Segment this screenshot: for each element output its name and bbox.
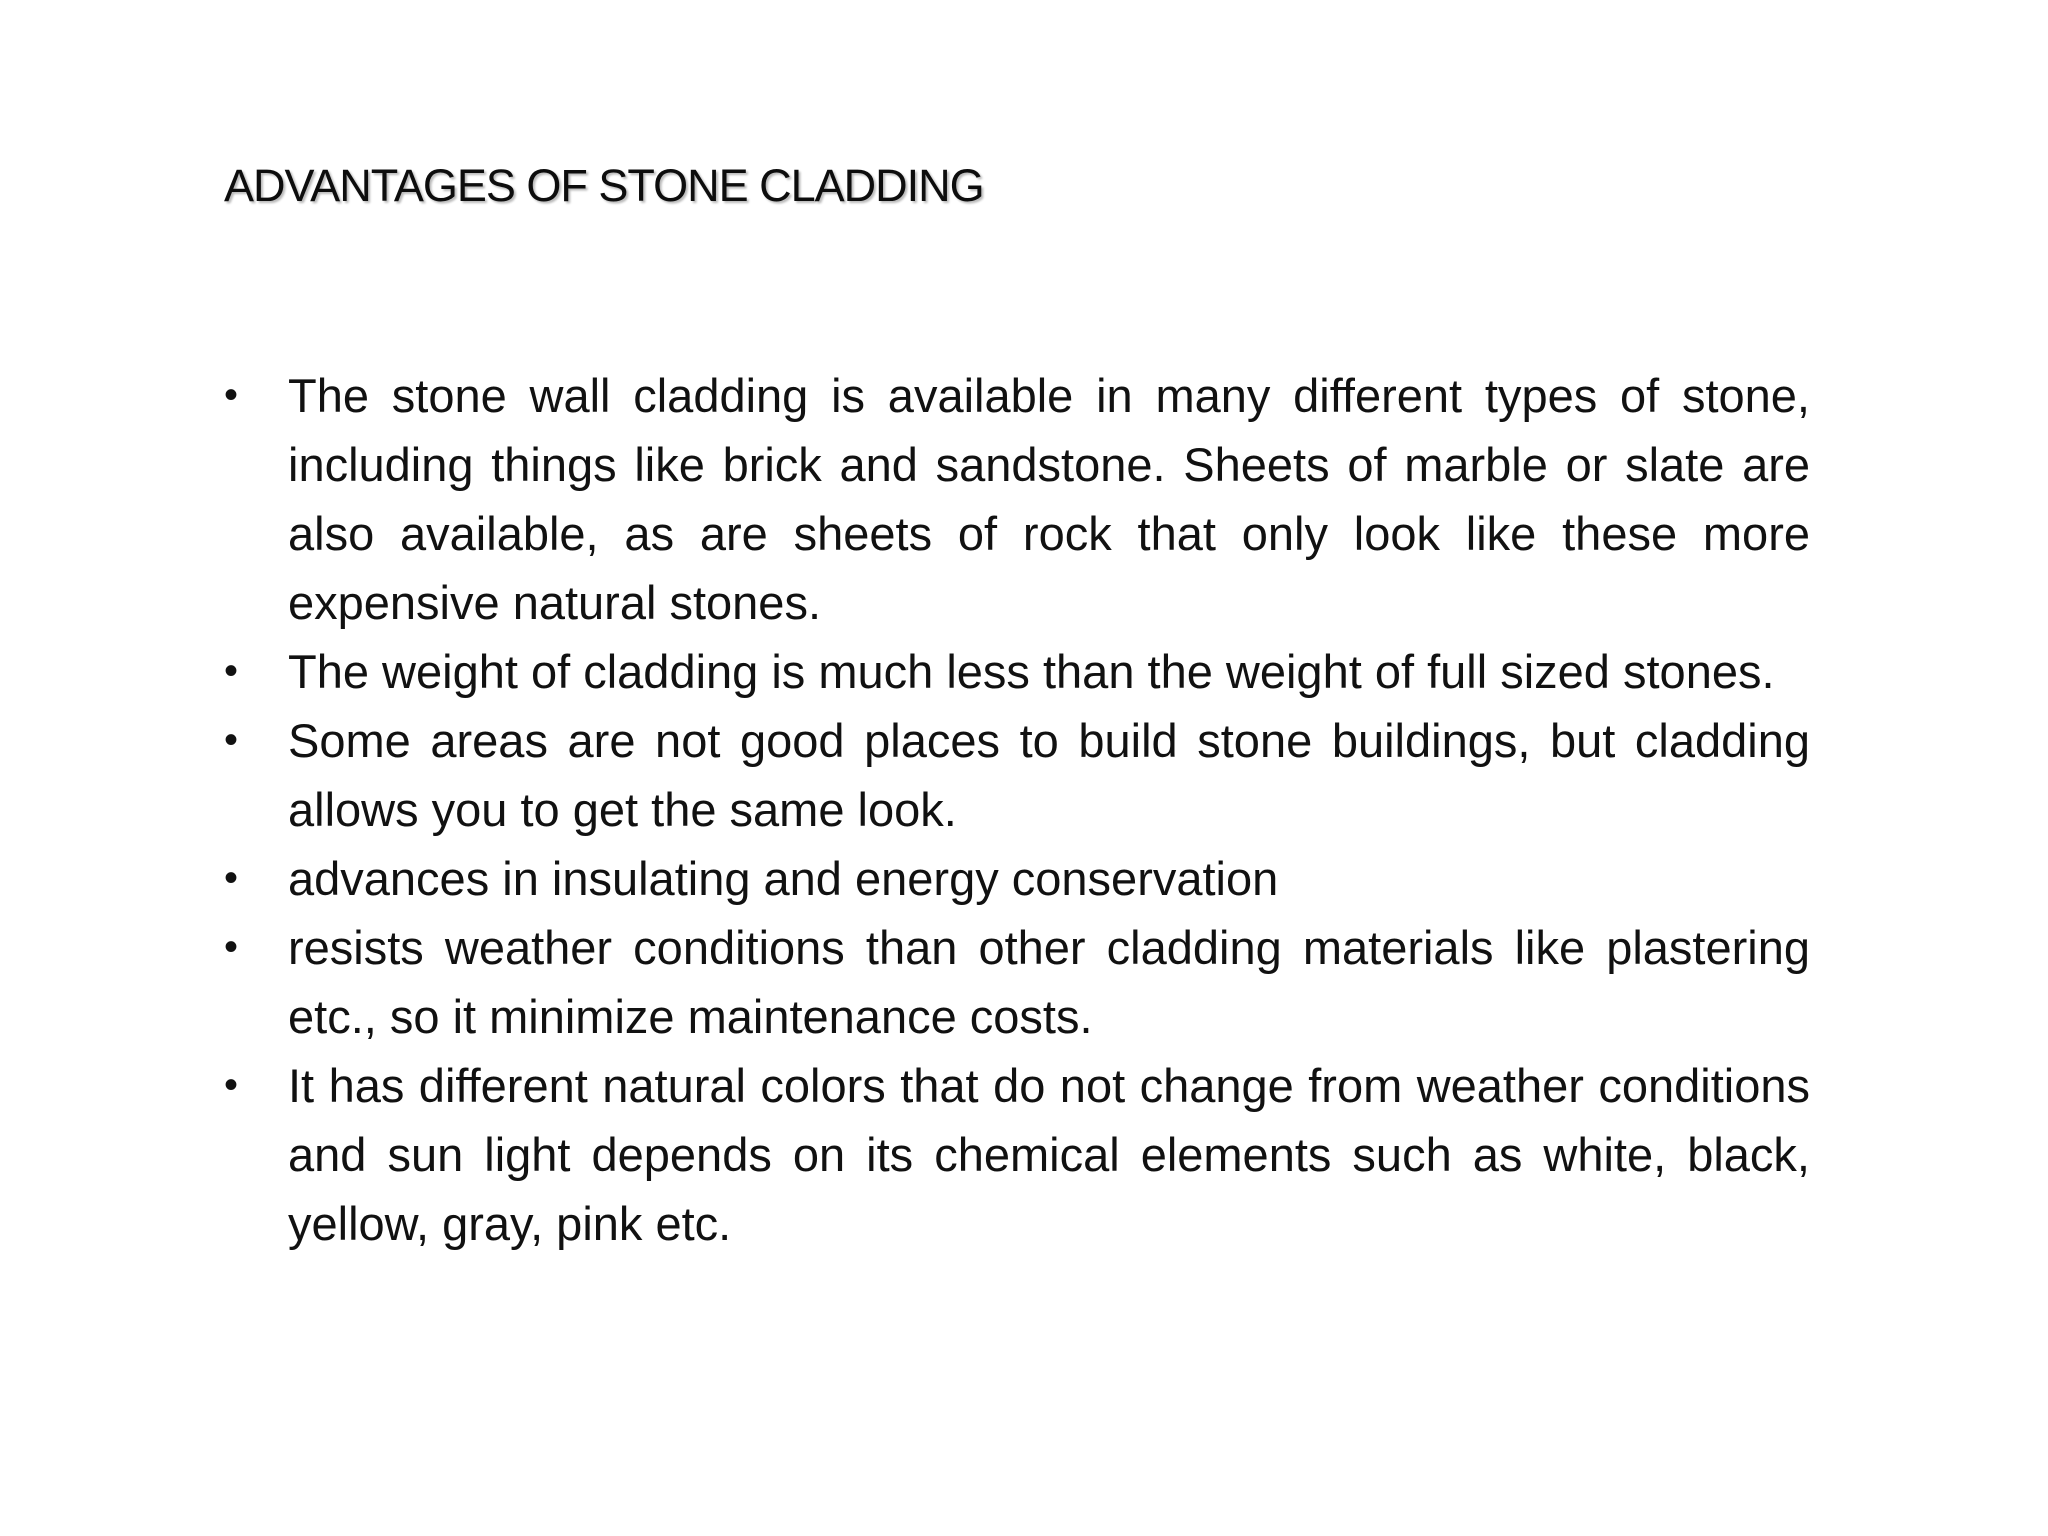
bullet-item-colors xyxy=(224,1051,1810,1258)
bullet-icon: • xyxy=(224,718,239,762)
bullet-text: Some areas are not good places to build stone buildings, but cladding allows you to get the same look. xyxy=(288,714,1810,836)
bullet-icon: • xyxy=(224,1063,239,1107)
bullet-icon: • xyxy=(224,925,239,969)
bullet-text: The weight of cladding is much less than the weight of full sized stones. xyxy=(288,645,1775,698)
bullet-text: resists weather conditions than other cladding materials like plastering etc., so it minimize maintenance costs. xyxy=(288,921,1810,1043)
bullet-icon: • xyxy=(224,856,239,900)
bullet-text: advances in insulating and energy conservation xyxy=(288,852,1279,905)
bullet-item-weather xyxy=(224,913,1810,1051)
bullet-item-weight xyxy=(224,637,1810,706)
bullet-item-insulation xyxy=(224,844,1810,913)
bullet-item-variety xyxy=(224,361,1810,637)
bullet-text: It has different natural colors that do not change from weather conditions and sun light depends on its chemical elements such as white, black, yellow, gray, pink etc. xyxy=(288,1059,1810,1250)
bullet-icon: • xyxy=(224,649,239,693)
bullet-list xyxy=(224,361,1810,1258)
bullet-text: The stone wall cladding is available in many different types of stone, including things like brick and sandstone. Sheets of marble or slate are also available, as are sheets of rock that only look like these more expensive natural stones. xyxy=(288,369,1810,629)
slide-title: ADVANTAGES OF STONE CLADDING xyxy=(224,160,984,211)
bullet-icon: • xyxy=(224,373,239,417)
bullet-item-look xyxy=(224,706,1810,844)
